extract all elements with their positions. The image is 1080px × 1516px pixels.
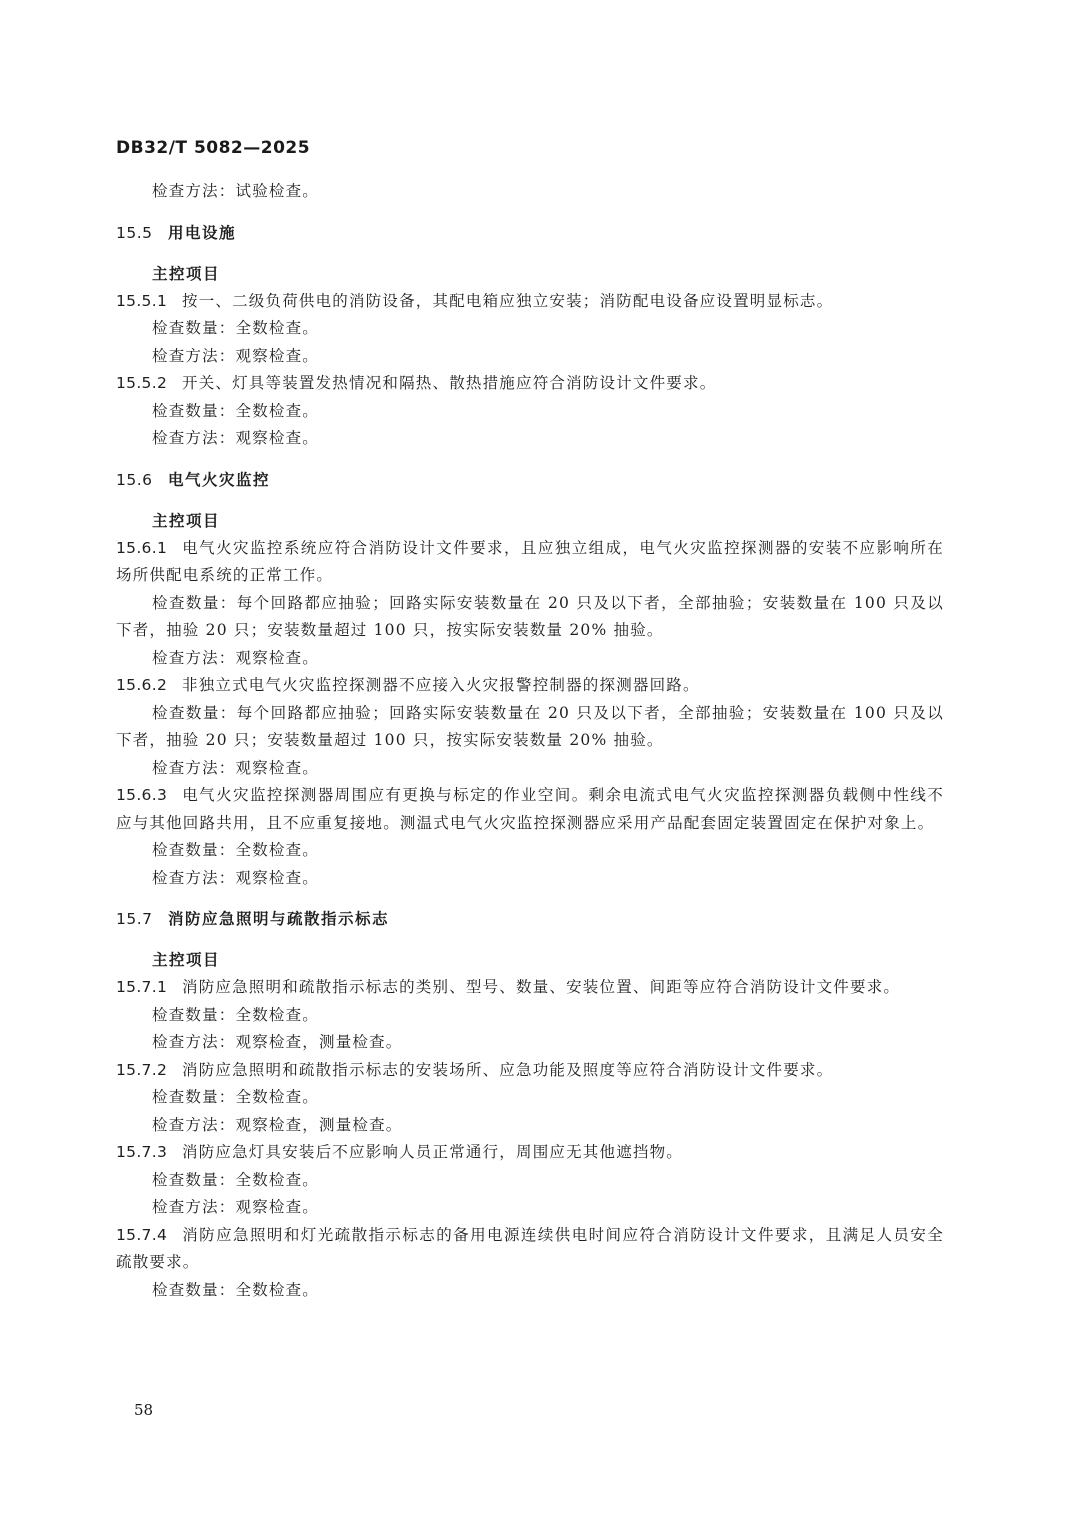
- inspection-method-line: 检查方法：观察检查。: [152, 346, 320, 365]
- clause-15-7-4: [116, 1222, 944, 1277]
- clause-15-6-2: [116, 672, 944, 700]
- clause-number: 15.7.4: [116, 1225, 168, 1244]
- clause-15-6-3: [116, 782, 944, 837]
- clause-text: 开关、灯具等装置发热情况和隔热、散热措施应符合消防设计文件要求。: [182, 374, 717, 392]
- clause-number: 15.5.1: [116, 291, 168, 310]
- inspection-quantity-line: 检查数量：全数检查。: [152, 1280, 320, 1299]
- clause-number: 15.7.1: [116, 978, 168, 996]
- clause-number: 15.5.2: [116, 374, 168, 392]
- inspection-quantity-paragraph: 检查数量：每个回路都应抽验；回路实际安装数量在 20 只及以下者，全部抽验；安装数量在 100 只及以下者，抽验 20 只；安装数量超过 100 只，按实际安装数量 20% 抽验。: [116, 593, 944, 639]
- inspection-quantity-line: 检查数量：全数检查。: [152, 1170, 320, 1189]
- main-control-items-heading: 主控项目: [152, 511, 221, 530]
- inspection-quantity-line: 检查数量：全数检查。: [152, 841, 320, 859]
- inspection-quantity-line: 检查数量：全数检查。: [152, 401, 320, 420]
- clause-15-7-2: [116, 1057, 944, 1085]
- section-number: 15.7: [116, 910, 153, 928]
- page-content: [116, 178, 944, 1304]
- clause-text: 消防应急照明和疏散指示标志的安装场所、应急功能及照度等应符合消防设计文件要求。: [182, 1060, 834, 1079]
- page-number: 58: [134, 1401, 154, 1419]
- inspection-method-line: 检查方法：观察检查。: [152, 648, 320, 667]
- clause-text: 非独立式电气火灾监控探测器不应接入火灾报警控制器的探测器回路。: [182, 676, 700, 694]
- inspection-quantity-line: 检查数量：全数检查。: [152, 319, 320, 337]
- inspection-method-line: 检查方法：观察检查。: [152, 758, 320, 777]
- clause-text: 电气火灾监控系统应符合消防设计文件要求，且应独立组成，电气火灾监控探测器的安装不应影响所在场所供配电系统的正常工作。: [116, 538, 944, 584]
- main-control-items-heading: 主控项目: [152, 264, 221, 283]
- clause-text: 消防应急照明和疏散指示标志的类别、型号、数量、安装位置、间距等应符合消防设计文件要求。: [182, 978, 901, 996]
- inspection-method-line: 检查方法：观察检查。: [152, 868, 320, 887]
- inspection-method-line: 检查方法：观察检查。: [152, 429, 320, 447]
- section-heading-15-7: [116, 906, 944, 933]
- inspection-quantity-line: 检查数量：全数检查。: [152, 1005, 320, 1024]
- section-title: 电气火灾监控: [168, 470, 271, 489]
- clause-number: 15.7.2: [116, 1060, 168, 1079]
- inspection-quantity-paragraph: 检查数量：每个回路都应抽验；回路实际安装数量在 20 只及以下者，全部抽验；安装数量在 100 只及以下者，抽验 20 只；安装数量超过 100 只，按实际安装数量 20% 抽验。: [116, 703, 944, 749]
- inspection-quantity-line: 检查数量：全数检查。: [152, 1088, 320, 1106]
- section-number: 15.5: [116, 223, 153, 242]
- section-title: 消防应急照明与疏散指示标志: [168, 910, 390, 928]
- clause-text: 消防应急灯具安装后不应影响人员正常通行，周围应无其他遮挡物。: [182, 1143, 684, 1161]
- clause-number: 15.6.3: [116, 786, 168, 804]
- main-control-items-heading: 主控项目: [152, 951, 221, 969]
- clause-number: 15.6.1: [116, 538, 168, 557]
- clause-text: 按一、二级负荷供电的消防设备，其配电箱应独立安装；消防配电设备应设置明显标志。: [182, 291, 834, 310]
- clause-15-5-2: [116, 370, 944, 398]
- clause-number: 15.6.2: [116, 676, 168, 694]
- inspection-method-line: 检查方法：观察检查。: [152, 1198, 320, 1216]
- clause-15-5-1: [116, 288, 944, 316]
- clause-15-7-3: [116, 1139, 944, 1167]
- section-heading-15-5: [116, 220, 944, 247]
- document-code-header: DB32/T 5082—2025: [116, 138, 311, 158]
- clause-text: 电气火灾监控探测器周围应有更换与标定的作业空间。剩余电流式电气火灾监控探测器负载侧中性线不应与其他回路共用，且不应重复接地。测温式电气火灾监控探测器应采用产品配套固定装置固定在保护对象上。: [116, 786, 944, 832]
- clause-15-7-1: [116, 974, 944, 1002]
- section-heading-15-6: [116, 467, 944, 494]
- inspection-method-line: 检查方法：试验检查。: [152, 182, 320, 200]
- inspection-method-line: 检查方法：观察检查，测量检查。: [152, 1033, 403, 1051]
- clause-15-6-1: [116, 535, 944, 590]
- section-title: 用电设施: [168, 223, 237, 242]
- section-number: 15.6: [116, 470, 153, 489]
- clause-number: 15.7.3: [116, 1143, 168, 1161]
- inspection-method-line: 检查方法：观察检查，测量检查。: [152, 1115, 403, 1134]
- clause-text: 消防应急照明和灯光疏散指示标志的备用电源连续供电时间应符合消防设计文件要求，且满足人员安全疏散要求。: [116, 1225, 944, 1271]
